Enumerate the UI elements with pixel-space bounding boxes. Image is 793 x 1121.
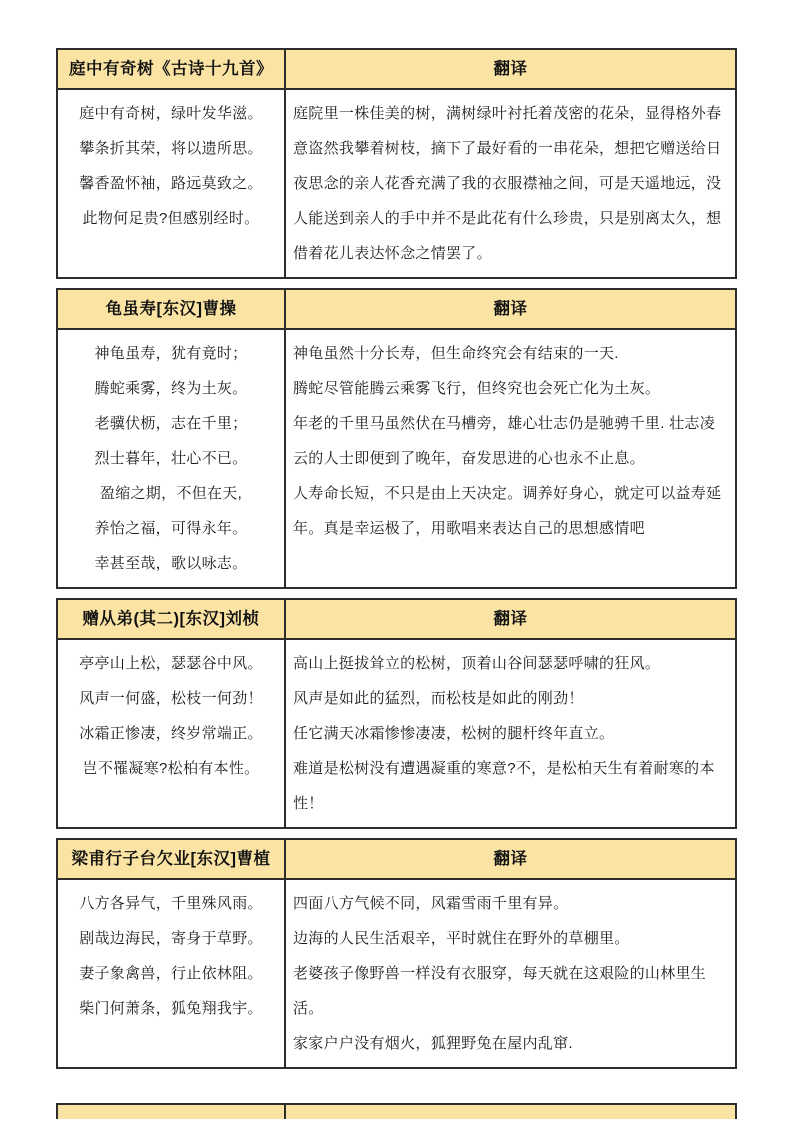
translation-text-cell bbox=[286, 880, 735, 1067]
poem-line: 八方各异气，千里殊风雨。 bbox=[79, 895, 263, 912]
table-body-row bbox=[58, 330, 735, 587]
poem-line: 神龟虽寿，犹有竟时； bbox=[94, 345, 248, 362]
poem-line: 幸甚至哉，歌以咏志。 bbox=[94, 555, 248, 572]
poem-table-guisuishou bbox=[56, 288, 737, 589]
poem-line: 剧哉边海民，寄身于草野。 bbox=[79, 930, 263, 947]
poem-table-liangfuxing bbox=[56, 838, 737, 1069]
poem-line: 岂不罹凝寒?松柏有本性。 bbox=[82, 760, 260, 777]
poem-table-tingzhongyouqishu bbox=[56, 48, 737, 279]
poem-line: 风声一何盛，松枝一何劲！ bbox=[79, 690, 263, 707]
poem-line: 柴门何萧条，狐兔翔我宇。 bbox=[79, 1000, 263, 1017]
poem-line: 妻子象禽兽，行止依林阻。 bbox=[79, 965, 263, 982]
poem-table-zengcongdi bbox=[56, 598, 737, 829]
translation-paragraph: 四面八方气候不同，风霜雪雨千里有异。 bbox=[293, 895, 569, 912]
poem-line: 烈士暮年，壮心不已。 bbox=[94, 450, 248, 467]
table-header-row bbox=[58, 290, 735, 330]
poem-title: 梁甫行子台欠业[东汉]曹植 bbox=[58, 840, 286, 878]
translation-paragraph: 家家户户没有烟火，狐狸野兔在屋内乱窜. bbox=[293, 1035, 573, 1052]
translation-column-header: 翻译 bbox=[493, 60, 528, 78]
table-body-row bbox=[58, 90, 735, 277]
poem-line: 腾蛇乘雾，终为土灰。 bbox=[94, 380, 248, 397]
table-header-row bbox=[58, 840, 735, 880]
translation-paragraph: 人寿命长短，不只是由上天决定。调养好身心，就定可以益寿延年。真是幸运极了，用歌唱来表达自己的思想感情吧 bbox=[293, 485, 722, 537]
poem-line: 此物何足贵?但感别经时。 bbox=[82, 210, 260, 227]
table-body-row bbox=[58, 880, 735, 1067]
poem-line: 馨香盈怀袖，路远莫致之。 bbox=[79, 175, 263, 192]
translation-paragraph: 难道是松树没有遭遇凝重的寒意?不，是松柏天生有着耐寒的本性！ bbox=[293, 760, 715, 812]
table-header-row bbox=[58, 50, 735, 90]
poem-line: 攀条折其荣，将以遗所思。 bbox=[79, 140, 263, 157]
next-table-column-divider bbox=[58, 1105, 286, 1119]
translation-paragraph: 庭院里一株佳美的树，满树绿叶衬托着茂密的花朵，显得格外春意盗然我攀着树枝，摘下了最好看的一串花朵，想把它赠送给日夜思念的亲人花香充满了我的衣服襟袖之间，可是天遥地远，没人能送到亲人的手中并不是此花有什么珍贵，只是别离太久，想借着花儿表达怀念之情罢了。 bbox=[293, 105, 722, 262]
translation-paragraph: 风声是如此的猛烈，而松枝是如此的刚劲！ bbox=[293, 690, 584, 707]
translation-text-cell bbox=[286, 640, 735, 827]
next-table-partial-header bbox=[56, 1103, 737, 1119]
translation-column-header: 翻译 bbox=[493, 850, 528, 868]
poem-text-cell bbox=[58, 880, 286, 1067]
table-body-row bbox=[58, 640, 735, 827]
poem-line: 养怡之福，可得永年。 bbox=[94, 520, 248, 537]
translation-paragraph: 腾蛇尽管能腾云乘雾飞行，但终究也会死亡化为土灰。 bbox=[293, 380, 661, 397]
table-header-row bbox=[58, 600, 735, 640]
poem-line: 亭亭山上松，瑟瑟谷中风。 bbox=[79, 655, 263, 672]
poem-line: 盈缩之期，不但在天, bbox=[99, 485, 243, 502]
translation-paragraph: 边海的人民生活艰辛，平时就住在野外的草棚里。 bbox=[293, 930, 630, 947]
poem-text-cell bbox=[58, 640, 286, 827]
translation-paragraph: 老婆孩子像野兽一样没有衣服穿，每天就在这艰险的山林里生活。 bbox=[293, 965, 707, 1017]
poem-title: 庭中有奇树《古诗十九首》 bbox=[58, 50, 286, 88]
translation-column-header: 翻译 bbox=[493, 300, 528, 318]
translation-paragraph: 任它满天冰霜惨惨凄凄，松树的腿杆终年直立。 bbox=[293, 725, 615, 742]
poem-line: 庭中有奇树，绿叶发华滋。 bbox=[79, 105, 263, 122]
poem-title: 龟虽寿[东汉]曹操 bbox=[58, 290, 286, 328]
translation-paragraph: 神龟虽然十分长寿，但生命终究会有结束的一天. bbox=[293, 345, 619, 362]
poem-text-cell bbox=[58, 90, 286, 277]
translation-paragraph: 年老的千里马虽然伏在马槽旁，雄心壮志仍是驰骋千里. 壮志凌云的人士即便到了晚年，奋发思进的心也永不止息。 bbox=[293, 415, 716, 467]
translation-text-cell bbox=[286, 330, 735, 587]
translation-column-header: 翻译 bbox=[493, 610, 528, 628]
poem-title: 赠从弟(其二)[东汉]刘桢 bbox=[58, 600, 286, 638]
translation-text-cell bbox=[286, 90, 735, 277]
poem-text-cell bbox=[58, 330, 286, 587]
translation-paragraph: 高山上挺拔耸立的松树，顶着山谷间瑟瑟呼啸的狂风。 bbox=[293, 655, 661, 672]
poem-line: 冰霜正惨凄，终岁常端正。 bbox=[79, 725, 263, 742]
poem-line: 老骥伏枥，志在千里； bbox=[94, 415, 248, 432]
